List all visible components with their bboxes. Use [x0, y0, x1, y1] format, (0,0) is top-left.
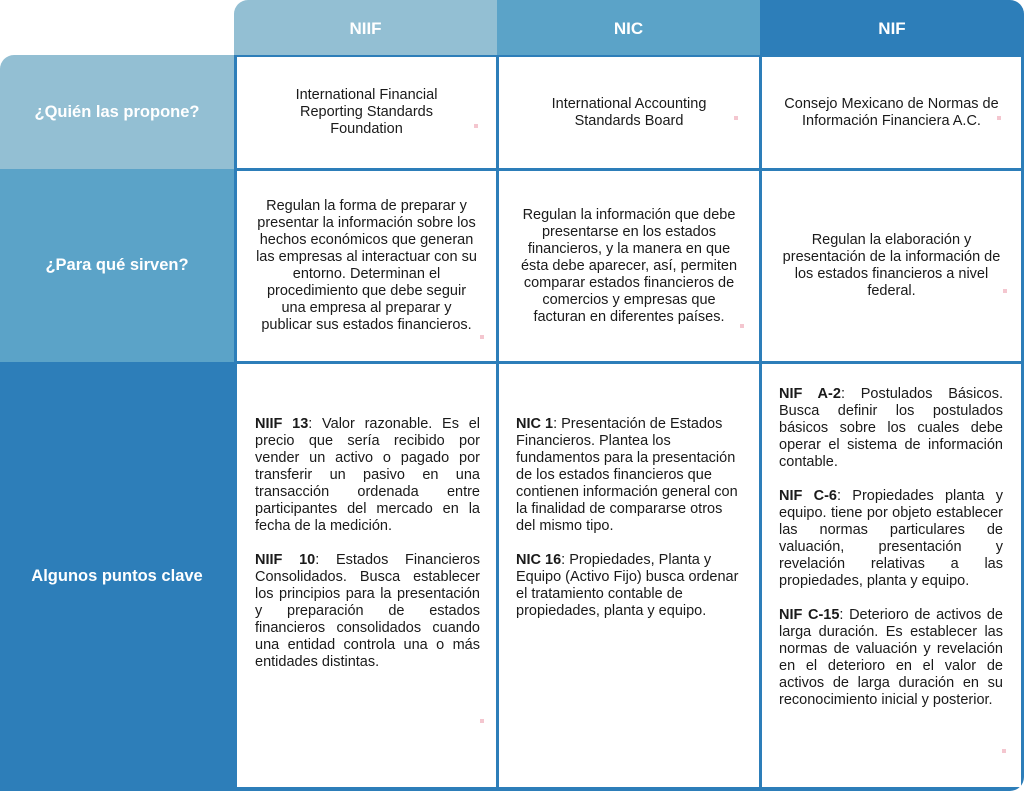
key-point-text: : Presentación de Estados Financieros. Plantea los fundamentos para la presentación de los estados financieros que contienen información general con la finalidad de compararse otros del mismo tipo.	[516, 416, 738, 534]
key-point-text: : Propiedades, Planta y Equipo (Activo Fijo) busca ordenar el tratamiento contable de propiedades, planta y equipo.	[516, 552, 739, 619]
cell-text: Regulan la información que debe presentarse en los estados financieros, y la manera en que ésta debe aparecer, así, permiten comparar estados financieros de comercios y empresas que facturan en diferentes países.	[520, 206, 738, 325]
header-nic: NIC	[497, 0, 760, 57]
decor-mark	[480, 335, 484, 339]
key-point-niif10	[255, 552, 480, 671]
row-label-key-points: Algunos puntos clave	[0, 362, 234, 791]
decor-mark	[1003, 289, 1007, 293]
key-point-nic16	[516, 552, 743, 620]
cell-niif-who	[237, 57, 496, 168]
key-point-code: NIF C-6	[779, 488, 837, 504]
key-point-text: : Propiedades planta y equipo. tiene por objeto establecer las normas particulares de valuación, presentación y revelación relativas a las propiedades, planta y equipo.	[779, 488, 1004, 589]
decor-mark	[734, 116, 738, 120]
cell-nic-key-points	[499, 364, 759, 787]
header-nif: NIF	[760, 0, 1024, 57]
cell-text: Consejo Mexicano de Normas de Información Financiera A.C.	[784, 95, 999, 129]
key-point-text: : Postulados Básicos. Busca definir los postulados básicos sobre los cuales debe operar el sistema de información contable.	[779, 386, 1003, 470]
key-point-code: NIC 16	[516, 552, 562, 568]
key-point-nic1	[516, 416, 743, 535]
key-point-code: NIIF 10	[255, 552, 316, 568]
cell-nif-key-points	[762, 364, 1021, 787]
cell-text: International Accounting Standards Board	[551, 95, 707, 129]
cell-nic-who	[499, 57, 759, 168]
key-point-text: : Deterioro de activos de larga duración. Es establecer las normas de valuación y revelación en el deterioro en el valor de activos de larga duración en su reconocimiento inicial y posterior.	[779, 607, 1003, 708]
cell-text: Regulan la forma de preparar y presentar la información sobre los hechos económicos que generan las empresas al interactuar con su entorno. Determinan el procedimiento que debe seguir una empresa al preparar y publicar sus estados financieros.	[256, 198, 477, 333]
key-point-nif-a2	[779, 386, 1003, 471]
key-point-text: : Valor razonable. Es el precio que sería recibido por vender un activo o pagado por transferir un pasivo en una transacción ordenada entre participantes del mercado en la fecha de la medición.	[255, 416, 480, 534]
key-point-nif-c6	[779, 488, 1003, 590]
cell-niif-key-points	[237, 364, 496, 787]
cell-nif-purpose	[762, 171, 1021, 361]
cell-text: Regulan la elaboración y presentación de la información de los estados financieros a nivel federal.	[782, 232, 1001, 299]
key-point-text: : Estados Financieros Consolidados. Busca establecer los principios para la presentación y preparación de estados financieros consolidados cuando una entidad controla una o más entidades distintas.	[255, 552, 480, 670]
key-point-code: NIF C-15	[779, 607, 840, 623]
key-point-code: NIF A-2	[779, 386, 841, 402]
cell-text: International Financial Reporting Standards Foundation	[295, 87, 438, 137]
cell-nic-purpose	[499, 171, 759, 361]
key-point-nif-c15	[779, 607, 1003, 709]
decor-mark	[474, 124, 478, 128]
header-niif: NIIF	[234, 0, 497, 57]
row-label-who: ¿Quién las propone?	[0, 55, 234, 169]
key-point-code: NIC 1	[516, 416, 554, 432]
decor-mark	[997, 116, 1001, 120]
decor-mark	[740, 324, 744, 328]
cell-nif-who	[762, 57, 1021, 168]
cell-niif-purpose	[237, 171, 496, 361]
decor-mark	[480, 719, 484, 723]
decor-mark	[1002, 749, 1006, 753]
key-point-niif13	[255, 416, 480, 535]
key-point-code: NIIF 13	[255, 416, 309, 432]
row-label-purpose: ¿Para qué sirven?	[0, 169, 234, 362]
